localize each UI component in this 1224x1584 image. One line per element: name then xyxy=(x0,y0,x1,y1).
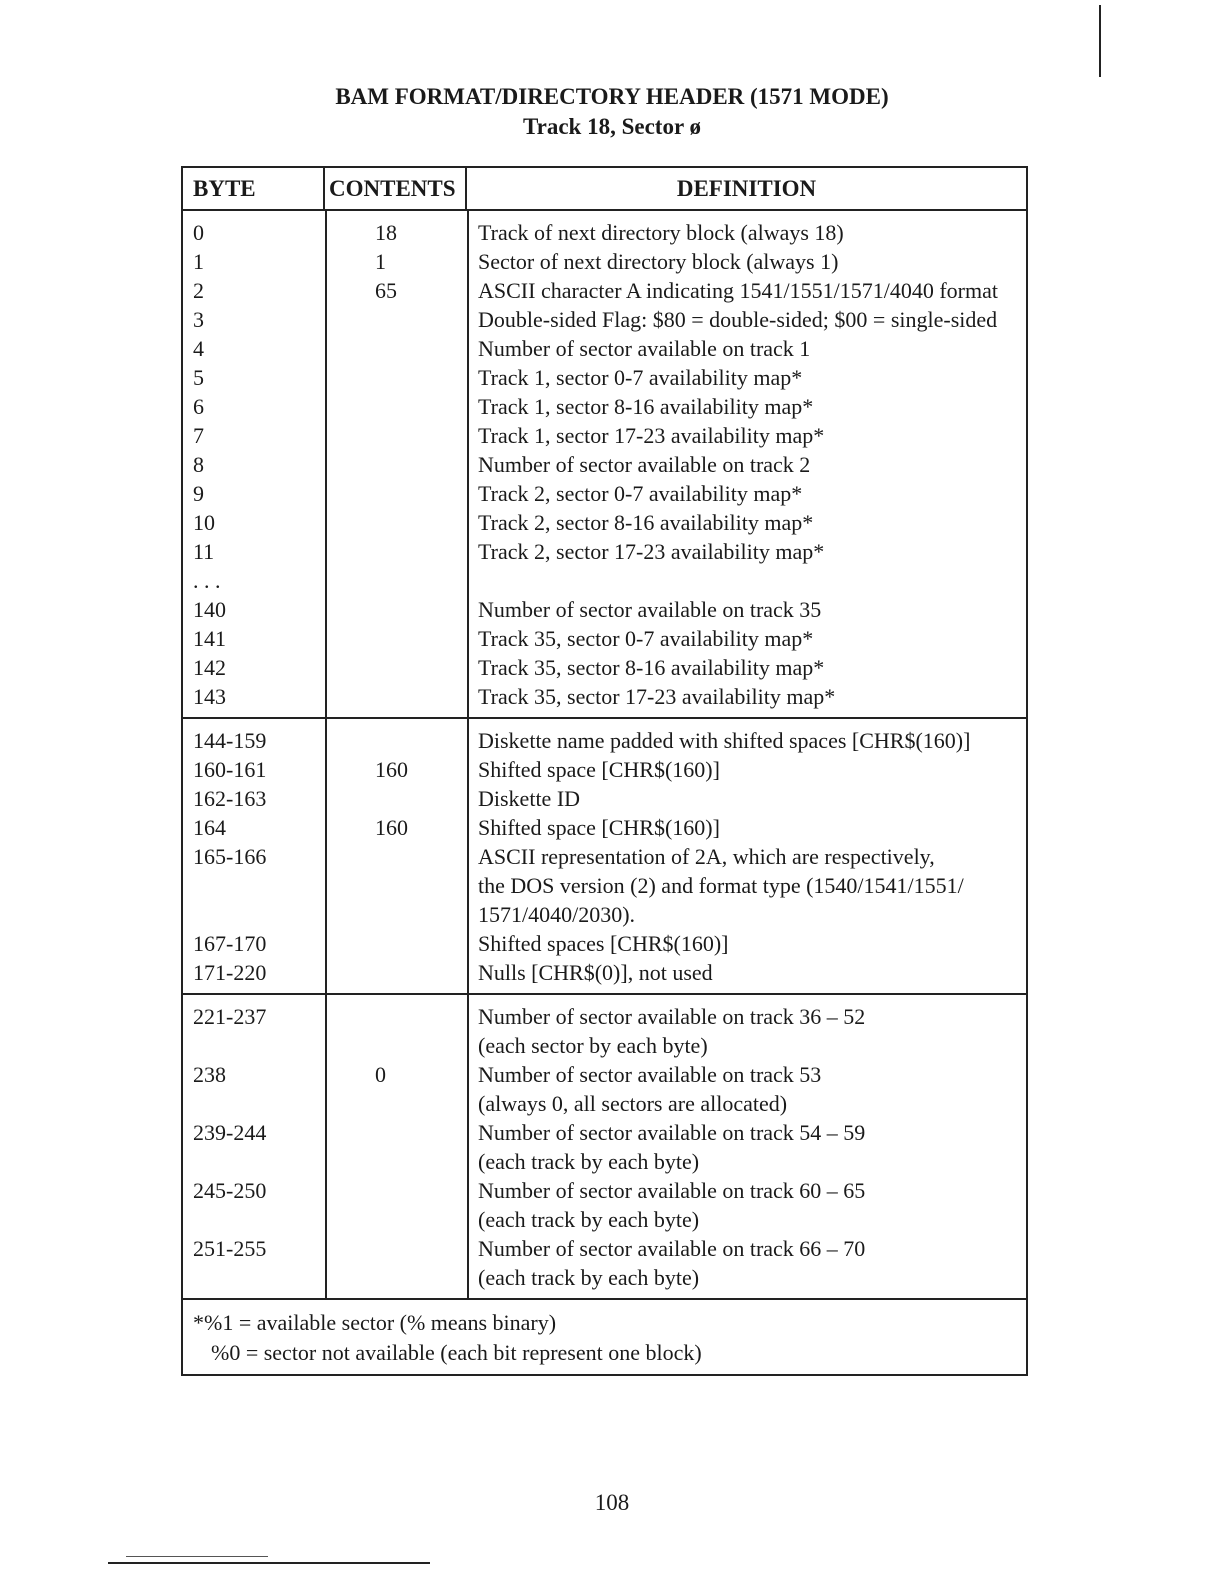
contents-cell xyxy=(325,1147,467,1176)
definition-cell: Track 2, sector 0-7 availability map* xyxy=(478,481,803,506)
byte-cell: 1 xyxy=(193,249,204,274)
table-row xyxy=(183,726,1026,755)
contents-cell xyxy=(325,929,467,958)
contents-cell xyxy=(325,784,467,813)
definition-cell: Track 35, sector 0-7 availability map* xyxy=(478,626,814,651)
definition-cell: (each track by each byte) xyxy=(478,1207,700,1232)
definition-cell: Diskette ID xyxy=(478,786,581,811)
definition-cell: Number of sector available on track 54 – 59 xyxy=(478,1120,866,1145)
table-row xyxy=(183,1147,1026,1176)
table-footnote xyxy=(183,1300,1026,1374)
contents-cell: 160 xyxy=(375,815,408,840)
footnote-line-1: *%1 = available sector (% means binary) xyxy=(193,1310,557,1335)
definition-cell: Shifted space [CHR$(160)] xyxy=(478,815,720,840)
contents-cell xyxy=(325,871,467,900)
table-row xyxy=(183,218,1026,247)
byte-cell: 239-244 xyxy=(193,1120,267,1145)
byte-cell: 167-170 xyxy=(193,931,267,956)
definition-cell: Track 1, sector 17-23 availability map* xyxy=(478,423,825,448)
contents-cell: 0 xyxy=(375,1062,386,1087)
contents-cell xyxy=(325,1031,467,1060)
contents-cell xyxy=(325,334,467,363)
definition-cell: Number of sector available on track 53 xyxy=(478,1062,822,1087)
contents-cell xyxy=(325,1176,467,1205)
byte-cell: 7 xyxy=(193,423,204,448)
footer-rule-short xyxy=(126,1556,268,1557)
contents-cell xyxy=(325,1118,467,1147)
contents-cell xyxy=(325,363,467,392)
definition-cell: (always 0, all sectors are allocated) xyxy=(478,1091,788,1116)
contents-cell xyxy=(325,682,467,711)
contents-cell xyxy=(325,1263,467,1292)
definition-cell: Number of sector available on track 1 xyxy=(478,336,811,361)
byte-cell: 144-159 xyxy=(193,728,267,753)
bam-table xyxy=(181,166,1028,1376)
definition-cell: Track 35, sector 8-16 availability map* xyxy=(478,655,825,680)
table-row xyxy=(183,1176,1026,1205)
byte-cell: 162-163 xyxy=(193,786,267,811)
column-divider xyxy=(325,211,327,717)
table-row xyxy=(183,1060,1026,1089)
contents-cell xyxy=(325,479,467,508)
contents-cell xyxy=(325,1089,467,1118)
definition-cell: Sector of next directory block (always 1) xyxy=(478,249,839,274)
contents-cell xyxy=(325,653,467,682)
table-row xyxy=(183,508,1026,537)
page-number: 108 xyxy=(594,1490,630,1515)
page-edge-mark xyxy=(1099,5,1101,77)
contents-cell xyxy=(325,595,467,624)
header-contents: CONTENTS xyxy=(325,168,467,209)
column-divider xyxy=(325,995,327,1298)
contents-cell xyxy=(325,392,467,421)
definition-cell: Number of sector available on track 36 – 52 xyxy=(478,1004,866,1029)
byte-cell xyxy=(183,1263,325,1292)
footer-rule xyxy=(108,1562,430,1564)
byte-cell: 0 xyxy=(193,220,204,245)
byte-cell: 160-161 xyxy=(193,757,267,782)
table-section xyxy=(183,719,1026,995)
table-row xyxy=(183,755,1026,784)
column-divider xyxy=(325,719,327,993)
definition-cell: Track 1, sector 8-16 availability map* xyxy=(478,394,814,419)
definition-cell: Shifted spaces [CHR$(160)] xyxy=(478,931,729,956)
table-row xyxy=(183,1089,1026,1118)
definition-cell: Track 1, sector 0-7 availability map* xyxy=(478,365,803,390)
contents-cell xyxy=(325,900,467,929)
table-row xyxy=(183,276,1026,305)
table-row xyxy=(183,813,1026,842)
definition-cell: Number of sector available on track 60 – 65 xyxy=(478,1178,866,1203)
definition-cell: Diskette name padded with shifted spaces [CHR$(160)] xyxy=(478,728,971,753)
definition-cell: (each sector by each byte) xyxy=(478,1033,708,1058)
byte-cell: 165-166 xyxy=(193,844,267,869)
byte-cell: 245-250 xyxy=(193,1178,267,1203)
definition-cell: Double-sided Flag: $80 = double-sided; $00 = single-sided xyxy=(478,307,998,332)
definition-cell: Track 2, sector 17-23 availability map* xyxy=(478,539,825,564)
header-byte: BYTE xyxy=(183,168,325,209)
table-row xyxy=(183,421,1026,450)
byte-cell: . . . xyxy=(193,568,221,593)
contents-cell xyxy=(325,566,467,595)
byte-cell: 143 xyxy=(193,684,226,709)
byte-cell: 8 xyxy=(193,452,204,477)
table-row xyxy=(183,624,1026,653)
table-row xyxy=(183,305,1026,334)
definition-cell: ASCII character A indicating 1541/1551/1571/4040 format xyxy=(478,278,998,303)
contents-cell xyxy=(325,726,467,755)
table-row xyxy=(183,871,1026,900)
definition-cell: ASCII representation of 2A, which are respectively, xyxy=(478,844,935,869)
footnote-line-2: %0 = sector not available (each bit represent one block) xyxy=(211,1340,702,1365)
contents-cell: 160 xyxy=(375,757,408,782)
contents-cell xyxy=(325,450,467,479)
byte-cell: 2 xyxy=(193,278,204,303)
byte-cell: 3 xyxy=(193,307,204,332)
table-row xyxy=(183,1205,1026,1234)
table-row xyxy=(183,1118,1026,1147)
byte-cell: 4 xyxy=(193,336,204,361)
definition-cell xyxy=(467,566,1026,595)
column-divider xyxy=(467,995,469,1298)
table-row xyxy=(183,595,1026,624)
contents-cell xyxy=(325,305,467,334)
table-row xyxy=(183,566,1026,595)
byte-cell: 171-220 xyxy=(193,960,267,985)
byte-cell: 251-255 xyxy=(193,1236,267,1261)
definition-cell: Track 2, sector 8-16 availability map* xyxy=(478,510,814,535)
table-row xyxy=(183,247,1026,276)
table-section xyxy=(183,995,1026,1300)
contents-cell xyxy=(325,1234,467,1263)
table-row xyxy=(183,958,1026,987)
table-row xyxy=(183,682,1026,711)
table-row xyxy=(183,363,1026,392)
page-title: BAM FORMAT/DIRECTORY HEADER (1571 MODE) xyxy=(335,84,889,109)
byte-cell: 221-237 xyxy=(193,1004,267,1029)
definition-cell: Track 35, sector 17-23 availability map* xyxy=(478,684,836,709)
contents-cell xyxy=(325,537,467,566)
contents-cell xyxy=(325,421,467,450)
definition-cell: Nulls [CHR$(0)], not used xyxy=(478,960,713,985)
table-row xyxy=(183,537,1026,566)
definition-cell: Track of next directory block (always 18) xyxy=(478,220,844,245)
contents-cell: 65 xyxy=(375,278,397,303)
byte-cell xyxy=(183,871,325,900)
byte-cell: 238 xyxy=(193,1062,226,1087)
table-row xyxy=(183,479,1026,508)
byte-cell: 5 xyxy=(193,365,204,390)
table-row xyxy=(183,842,1026,871)
contents-cell: 18 xyxy=(375,220,397,245)
byte-cell: 11 xyxy=(193,539,215,564)
definition-cell: (each track by each byte) xyxy=(478,1149,700,1174)
table-row xyxy=(183,1002,1026,1031)
contents-cell xyxy=(325,624,467,653)
table-row xyxy=(183,900,1026,929)
definition-cell: Number of sector available on track 2 xyxy=(478,452,811,477)
table-section xyxy=(183,211,1026,719)
byte-cell: 164 xyxy=(193,815,226,840)
header-definition: DEFINITION xyxy=(676,176,817,201)
byte-cell xyxy=(183,1089,325,1118)
table-row xyxy=(183,1031,1026,1060)
table-row xyxy=(183,392,1026,421)
byte-cell: 140 xyxy=(193,597,226,622)
contents-cell xyxy=(325,842,467,871)
byte-cell: 9 xyxy=(193,481,204,506)
byte-cell xyxy=(183,1147,325,1176)
definition-cell: Shifted space [CHR$(160)] xyxy=(478,757,720,782)
table-row xyxy=(183,334,1026,363)
byte-cell: 10 xyxy=(193,510,215,535)
column-divider xyxy=(467,211,469,717)
definition-cell: Number of sector available on track 35 xyxy=(478,597,822,622)
byte-cell xyxy=(183,1205,325,1234)
contents-cell xyxy=(325,1205,467,1234)
byte-cell xyxy=(183,900,325,929)
contents-cell xyxy=(325,958,467,987)
byte-cell: 6 xyxy=(193,394,204,419)
table-row xyxy=(183,653,1026,682)
contents-cell: 1 xyxy=(375,249,386,274)
table-row xyxy=(183,1234,1026,1263)
table-body xyxy=(183,211,1026,1300)
definition-cell: the DOS version (2) and format type (1540/1541/1551/ xyxy=(478,873,964,898)
table-header xyxy=(183,168,1026,211)
table-row xyxy=(183,450,1026,479)
table-row xyxy=(183,1263,1026,1292)
definition-cell: Number of sector available on track 66 – 70 xyxy=(478,1236,866,1261)
definition-cell: 1571/4040/2030). xyxy=(478,902,636,927)
column-divider xyxy=(467,719,469,993)
contents-cell xyxy=(325,1002,467,1031)
table-row xyxy=(183,784,1026,813)
byte-cell xyxy=(183,1031,325,1060)
page-subtitle: Track 18, Sector ø xyxy=(522,114,701,139)
byte-cell: 141 xyxy=(193,626,226,651)
table-row xyxy=(183,929,1026,958)
contents-cell xyxy=(325,508,467,537)
definition-cell: (each track by each byte) xyxy=(478,1265,700,1290)
byte-cell: 142 xyxy=(193,655,226,680)
